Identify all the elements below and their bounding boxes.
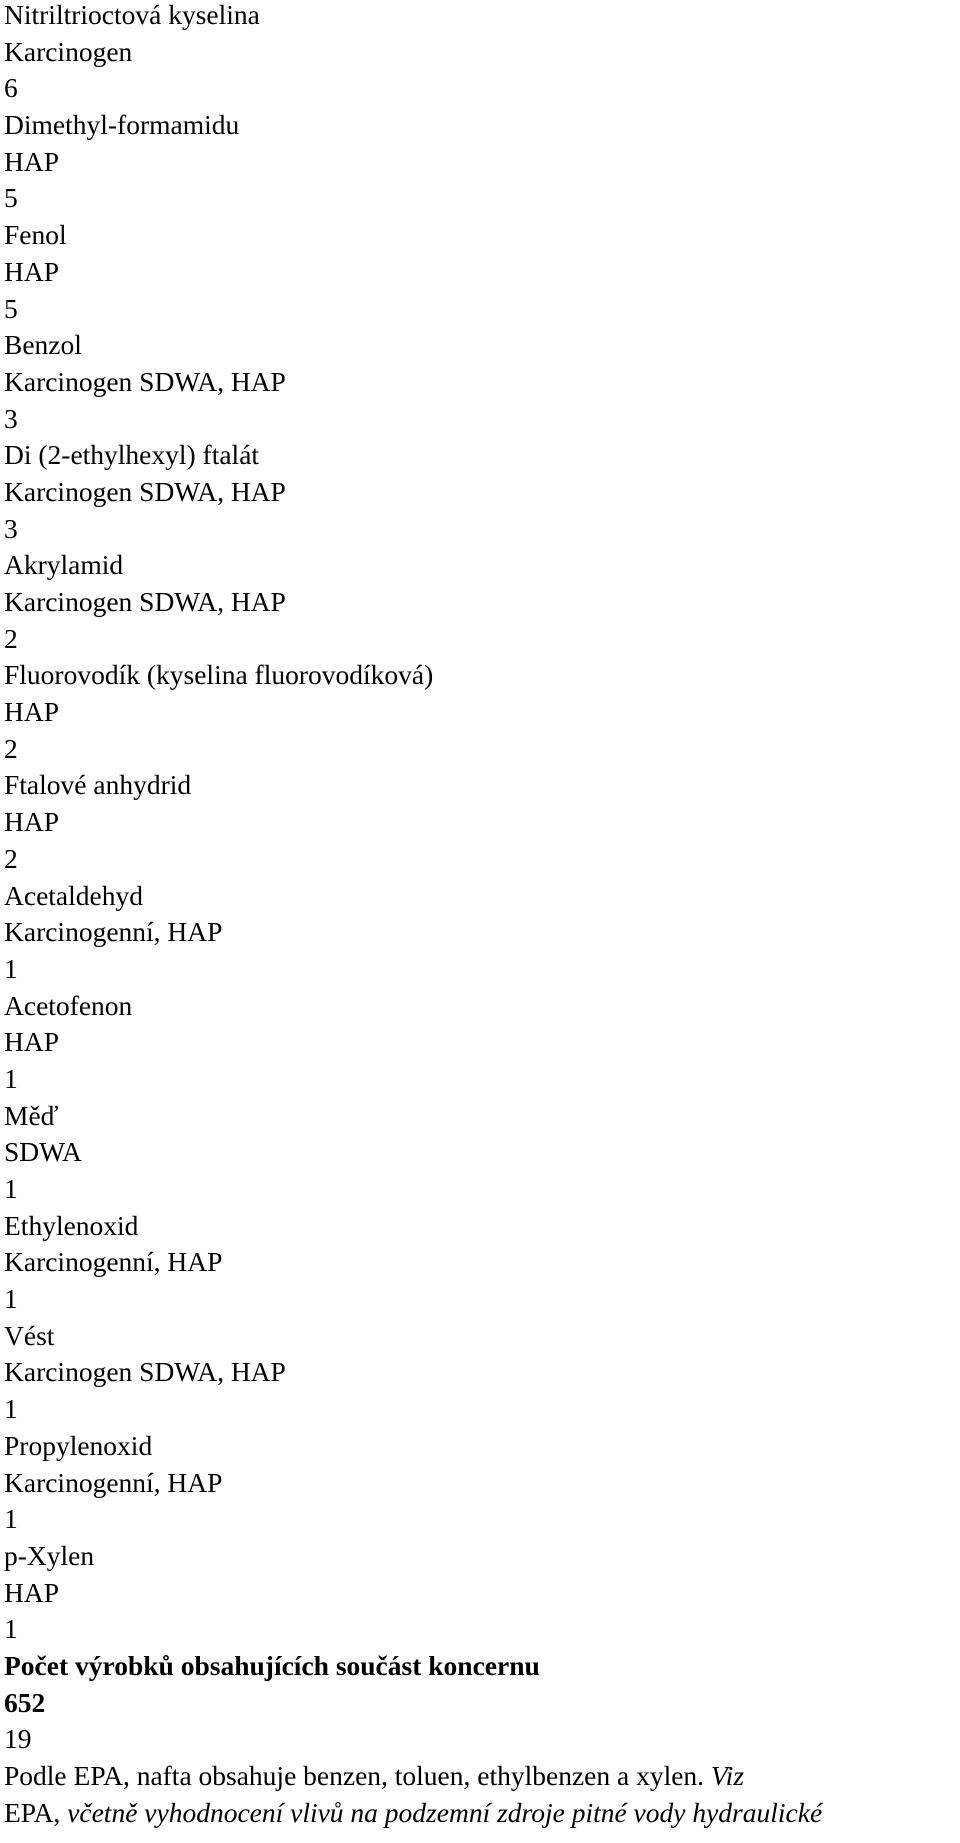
- chemical-count: 5: [4, 292, 18, 324]
- chemical-count: 1: [4, 1503, 18, 1535]
- footnote-text-line-1: [4, 1758, 956, 1795]
- chemical-count: 2: [4, 842, 18, 874]
- chemical-count: 6: [4, 72, 18, 104]
- chemical-classification: HAP: [4, 1026, 60, 1058]
- footnote-text-regular: Podle EPA, nafta obsahuje benzen, toluen, ethylbenzen a xylen.: [4, 1760, 711, 1791]
- chemical-classification: HAP: [4, 1576, 60, 1608]
- chemical-count: 3: [4, 402, 18, 434]
- chemical-name: Benzol: [4, 329, 82, 361]
- chemical-classification: HAP: [4, 696, 60, 728]
- chemical-name: Fluorovodík (kyselina fluorovodíková): [4, 659, 434, 691]
- chemical-name: Fenol: [4, 219, 67, 251]
- chemical-classification: Karcinogen SDWA, HAP: [4, 1356, 286, 1388]
- footnote-number: 19: [4, 1723, 32, 1755]
- chemical-classification: Karcinogen SDWA, HAP: [4, 586, 286, 617]
- chemical-classification: Karcinogenní, HAP: [4, 1466, 223, 1498]
- chemical-name: Acetaldehyd: [4, 879, 143, 911]
- chemical-name: Di (2-ethylhexyl) ftalát: [4, 439, 260, 471]
- chemical-name: Měď: [4, 1099, 59, 1131]
- document-body: [4, 0, 956, 1831]
- footnote-text-italic: včetně vyhodnocení vlivů na podzemní zdroje pitné vody hydraulické: [67, 1796, 823, 1828]
- chemical-name: Acetofenon: [4, 989, 133, 1021]
- chemical-name: Vést: [4, 1319, 55, 1351]
- chemical-classification: SDWA: [4, 1136, 82, 1168]
- chemical-name: Propylenoxid: [4, 1429, 153, 1461]
- chemical-count: 1: [4, 952, 18, 984]
- chemical-count: 1: [4, 1173, 18, 1204]
- chemical-count: 1: [4, 1062, 18, 1094]
- chemical-classification: Karcinogen: [4, 35, 133, 67]
- chemical-name: Nitriltrioctová kyselina: [4, 0, 260, 30]
- chemical-count: 1: [4, 1283, 18, 1315]
- chemical-name: Akrylamid: [4, 549, 124, 581]
- chemical-name: Dimethyl-formamidu: [4, 109, 240, 141]
- chemical-count: 5: [4, 182, 18, 214]
- chemical-classification: Karcinogenní, HAP: [4, 1246, 223, 1278]
- chemical-count: 3: [4, 512, 18, 544]
- chemical-name: Ftalové anhydrid: [4, 769, 192, 801]
- summary-value: 652: [4, 1686, 46, 1718]
- chemical-count: 1: [4, 1393, 18, 1425]
- chemical-name: p-Xylen: [4, 1539, 95, 1571]
- chemical-classification: HAP: [4, 255, 60, 287]
- chemical-classification: Karcinogen SDWA, HAP: [4, 475, 286, 507]
- chemical-count: 1: [4, 1613, 18, 1645]
- chemical-count: 2: [4, 622, 18, 654]
- chemical-name: Ethylenoxid: [4, 1209, 139, 1241]
- summary-label: Počet výrobků obsahujících součást koncernu: [4, 1649, 540, 1681]
- footnote-text-italic: Viz: [710, 1760, 745, 1791]
- chemical-classification: HAP: [4, 806, 60, 838]
- footnote-text-line-2: [4, 1795, 956, 1832]
- chemical-classification: HAP: [4, 145, 60, 177]
- chemical-classification: Karcinogen SDWA, HAP: [4, 365, 286, 397]
- chemical-count: 2: [4, 732, 18, 764]
- chemical-classification: Karcinogenní, HAP: [4, 916, 223, 948]
- footnote-text-regular: EPA,: [4, 1796, 68, 1828]
